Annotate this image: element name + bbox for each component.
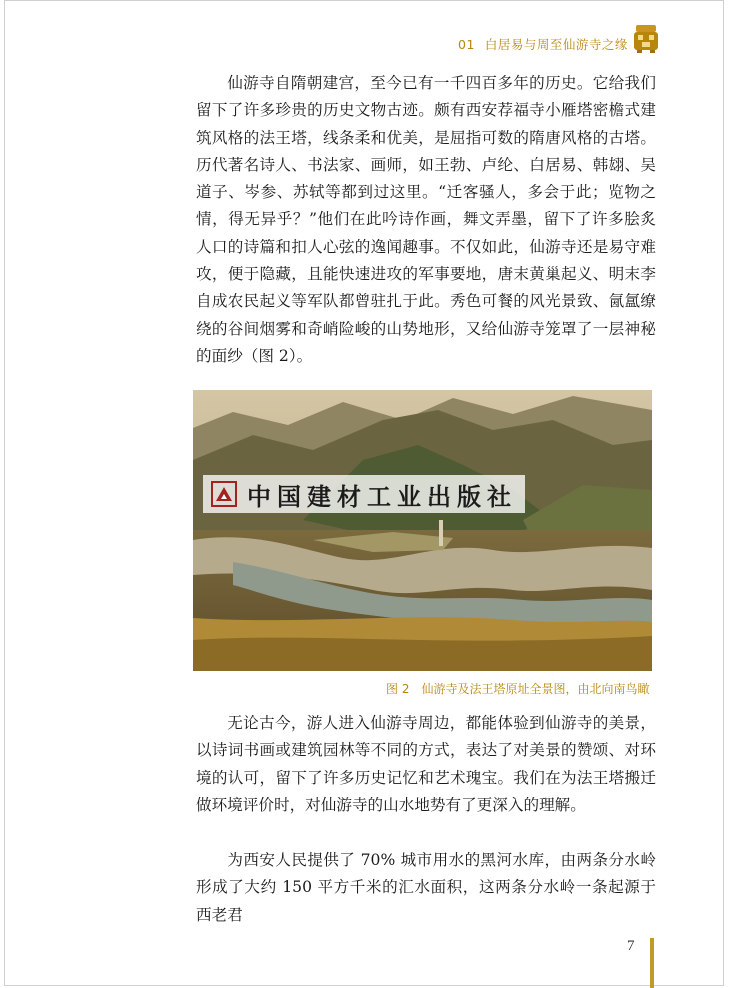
figure-number: 图 2 xyxy=(386,682,410,696)
running-header xyxy=(458,35,628,53)
figure-caption xyxy=(386,680,649,697)
chapter-title: 白居易与周至仙游寺之缘 xyxy=(484,37,628,52)
seal-ornament-icon xyxy=(633,24,659,54)
page-number-bar xyxy=(650,938,654,988)
paragraph-1-text: 仙游寺自隋朝建宫，至今已有一千四百多年的历史。它给我们留下了许多珍贵的历史文物古迹。颇有西安荐福寺小雁塔密檐式建筑风格的法王塔，线条柔和优美，是屈指可数的隋唐风格的古塔。历代著名诗人、书法家、画师，如王勃、卢纶、白居易、韩翃、吴道子、岑参、苏轼等都到过这里。“迁客骚人，多会于此；览物之情，得无异乎？”他们在此吟诗作画，舞文弄墨，留下了许多脍炙人口的诗篇和扣人心弦的逸闻趣事。不仅如此，仙游寺还是易守难攻，便于隐藏，且能快速进攻的军事要地，唐末黄巢起义、明末李自成农民起义等军队都曾驻扎于此。秀色可餐的风光景致、氤氲缭绕的谷间烟雾和奇峭险峻的山势地形，又给仙游寺笼罩了一层神秘的面纱（图 2）。 xyxy=(196,74,656,365)
paragraph-1 xyxy=(196,70,656,370)
paragraph-3-text: 为西安人民提供了 70% 城市用水的黑河水库，由两条分水岭形成了大约 150 平方千米的汇水面积，这两条分水岭一条起源于西老君 xyxy=(196,851,656,924)
paragraph-2-text: 无论古今，游人进入仙游寺周边，都能体验到仙游寺的美景，以诗词书画或建筑园林等不同的方式，表达了对美景的赞颂、对环境的认可，留下了许多历史记忆和艺术瑰宝。我们在为法王塔搬迁做环境评价时，对仙游寺的山水地势有了更深入的理解。 xyxy=(196,714,656,814)
publisher-watermark xyxy=(203,475,525,513)
paragraph-3 xyxy=(196,847,656,929)
logo-triangles-icon xyxy=(216,487,232,501)
caption-text: 仙游寺及法王塔原址全景图，由北向南鸟瞰 xyxy=(421,682,650,696)
figure-2-photo xyxy=(193,390,652,671)
paragraph-2 xyxy=(196,710,656,819)
page-number: 7 xyxy=(627,938,635,954)
watermark-text: 中国建材工业出版社 xyxy=(247,481,517,511)
publisher-logo-icon xyxy=(211,481,237,507)
landscape-photo xyxy=(193,390,652,671)
chapter-number: 01 xyxy=(458,37,475,52)
